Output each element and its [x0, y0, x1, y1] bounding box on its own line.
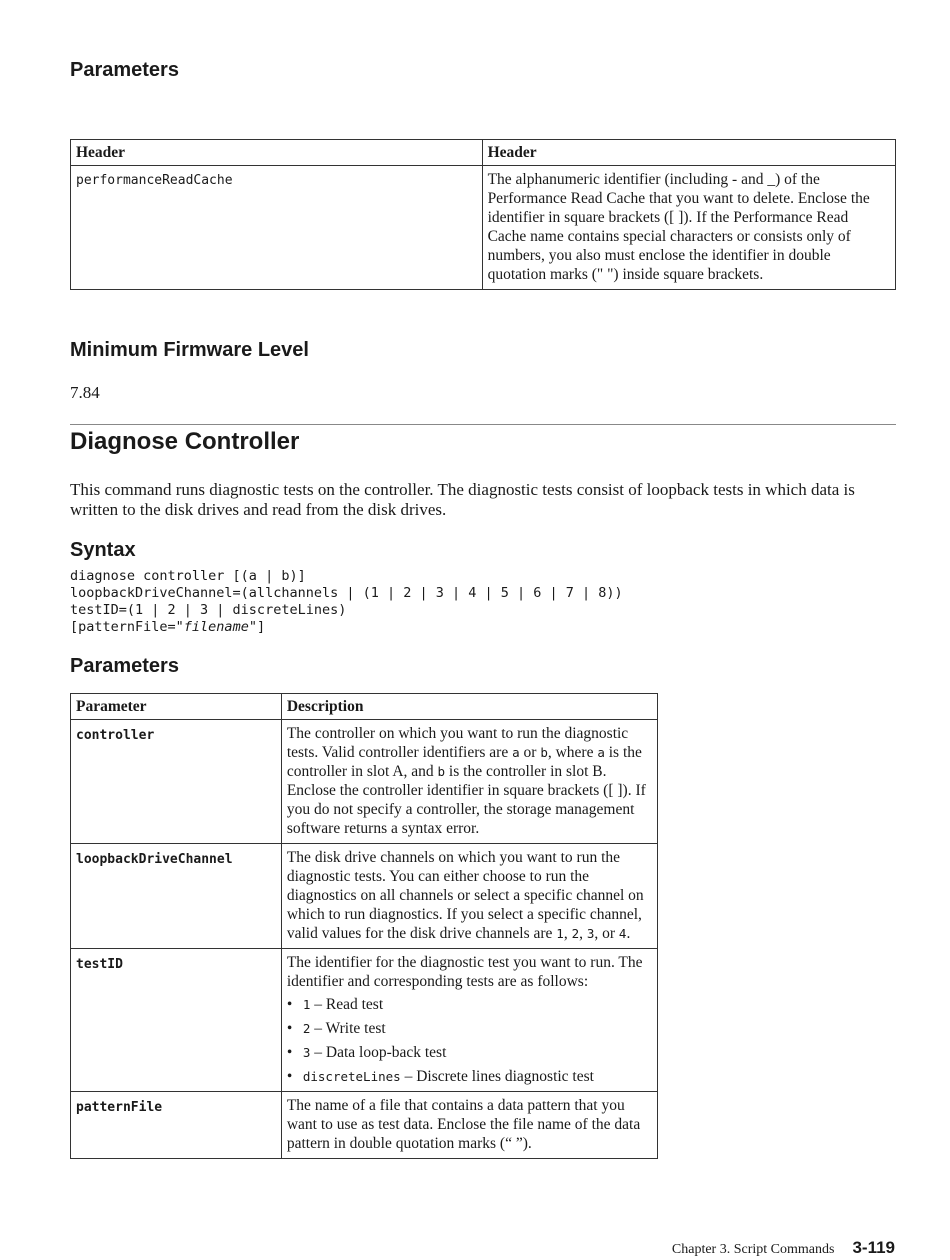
table-row: [71, 720, 658, 844]
parameter-name: testID: [71, 949, 282, 1092]
table-header: Parameter: [71, 694, 282, 720]
parameters-heading: Parameters: [70, 655, 179, 677]
section-divider: [70, 424, 896, 425]
parameter-description: The identifier for the diagnostic test you want to run. The identifier and corresponding tests are as follows: • 1 – Read test • 2 – Write test • 3 – Data loop-back test • discreteLines – Discrete lines diagnostic test: [281, 949, 657, 1092]
parameter-name: performanceReadCache: [71, 166, 483, 290]
parameter-description: The controller on which you want to run the diagnostic tests. Valid controller identifiers are a or b, where a is the controller in slot A, and b is the controller in slot B. Enclose the controller identifier in square brackets ([ ]). If you do not specify a controller, the storage management software returns a syntax error.: [281, 720, 657, 844]
list-item: • 1 – Read test: [287, 995, 652, 1014]
section-heading-firmware: Minimum Firmware Level: [70, 339, 309, 361]
syntax-line: diagnose controller [(a | b)]: [70, 568, 306, 584]
section-heading-parameters: Parameters: [70, 59, 179, 81]
chapter-label: Chapter 3. Script Commands: [671, 1242, 835, 1257]
firmware-level-value: 7.84: [70, 383, 100, 402]
table-header: Description: [281, 694, 657, 720]
parameter-description: The disk drive channels on which you want to run the diagnostic tests. You can either choose to run the diagnostics on all channels or select a specific channel on which to run diagnostics. If you select a specific channel, valid values for the disk drive channels are 1, 2, 3, or 4.: [281, 844, 657, 949]
table-header-row: [71, 140, 896, 166]
diagnose-parameters-table: [70, 693, 658, 1159]
parameter-name: patternFile: [71, 1092, 282, 1159]
parameters-table: [70, 139, 896, 290]
test-list: [287, 995, 652, 1086]
parameter-name: loopbackDriveChannel: [71, 844, 282, 949]
syntax-placeholder: filename: [183, 619, 249, 635]
table-row: [71, 1092, 658, 1159]
syntax-block: [70, 568, 623, 636]
page-footer: [672, 1238, 895, 1258]
syntax-line: testID=(1 | 2 | 3 | discreteLines): [70, 602, 347, 618]
parameter-name: controller: [71, 720, 282, 844]
table-row: [71, 844, 658, 949]
parameter-description: The name of a file that contains a data pattern that you want to use as test data. Enclose the file name of the data pattern in double quotation marks (“ ”).: [281, 1092, 657, 1159]
command-description: This command runs diagnostic tests on the controller. The diagnostic tests consist of loopback tests in which data is written to the disk drives and read from the disk drives.: [70, 480, 855, 519]
list-item: • 2 – Write test: [287, 1019, 652, 1038]
page-number: 3-119: [852, 1238, 895, 1257]
list-item: • 3 – Data loop-back test: [287, 1043, 652, 1062]
table-header-row: [71, 694, 658, 720]
syntax-heading: Syntax: [70, 539, 136, 561]
syntax-line: [patternFile="filename"]: [70, 619, 266, 635]
table-header: Header: [482, 140, 895, 166]
table-header: Header: [71, 140, 483, 166]
list-item: • discreteLines – Discrete lines diagnostic test: [287, 1067, 652, 1086]
syntax-line: loopbackDriveChannel=(allchannels | (1 | 2 | 3 | 4 | 5 | 6 | 7 | 8)): [70, 585, 623, 601]
table-row: [71, 949, 658, 1092]
parameter-description: The alphanumeric identifier (including - and _) of the Performance Read Cache that you want to delete. Enclose the identifier in square brackets ([ ]). If the Performance Read Cache name contains special characters or consists only of numbers, you also must enclose the identifier in double quotation marks (" ") inside square brackets.: [482, 166, 895, 290]
table-row: [71, 166, 896, 290]
command-title: Diagnose Controller: [70, 428, 300, 455]
